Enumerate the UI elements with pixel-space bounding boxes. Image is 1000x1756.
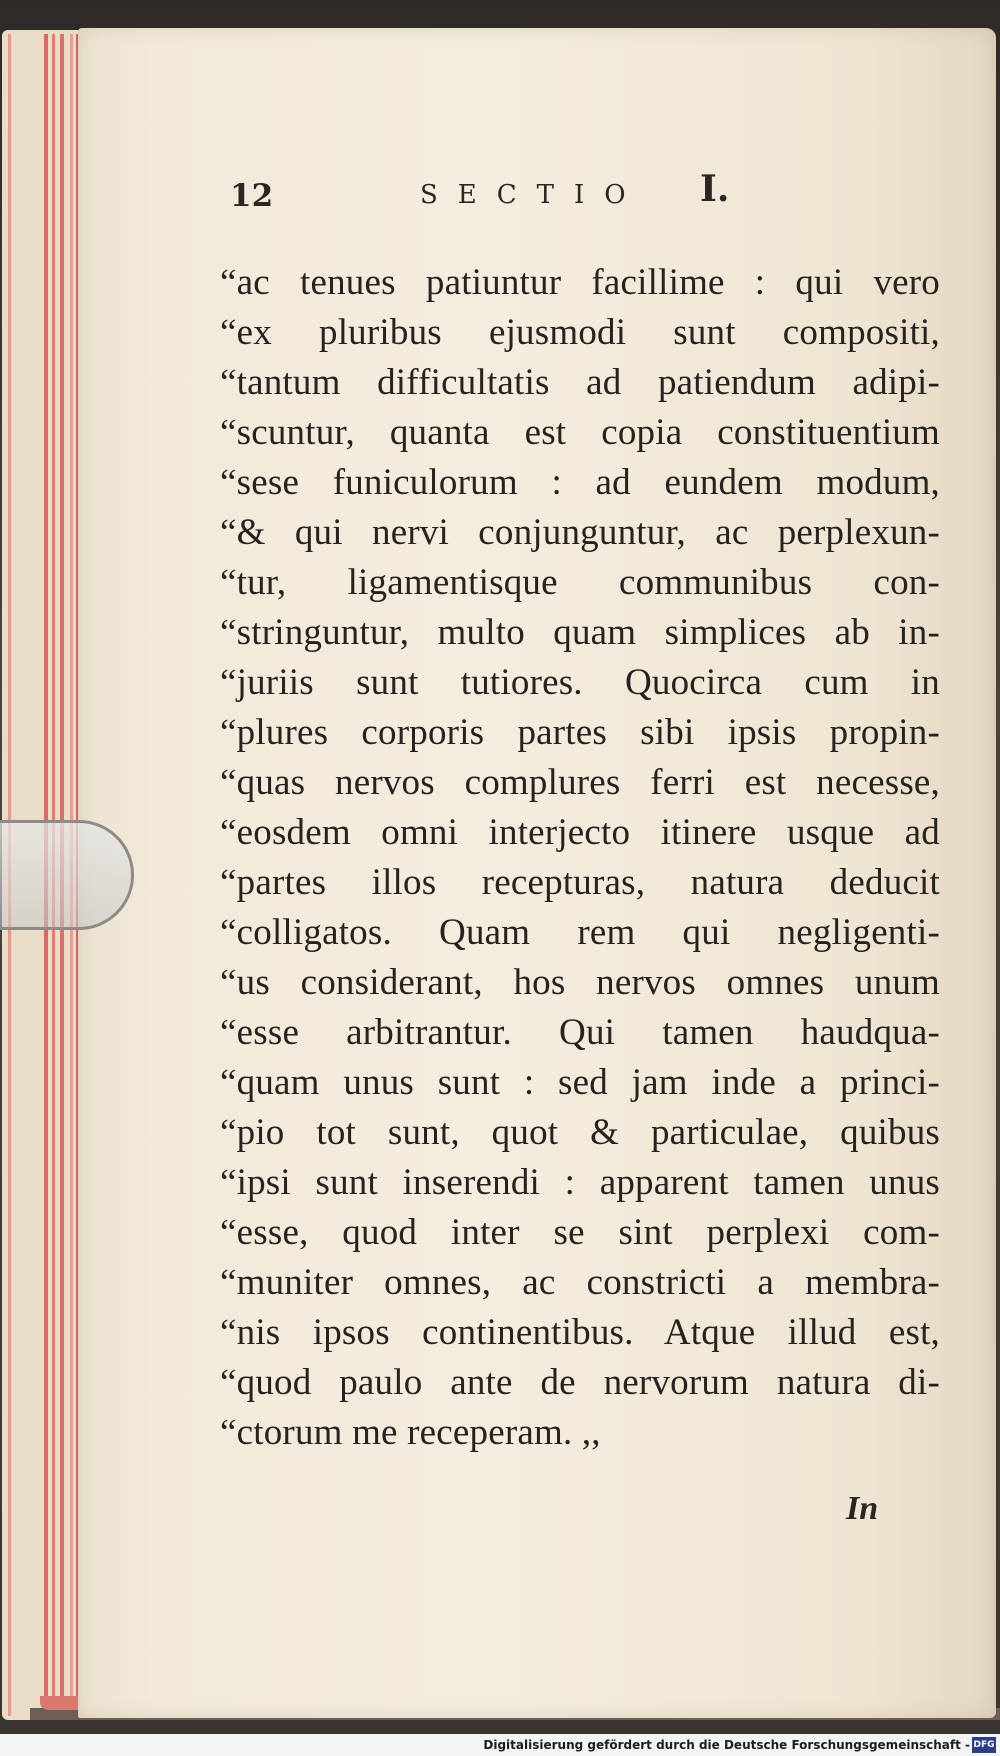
text-line: “tur, ligamentisque communibus con- bbox=[220, 562, 940, 603]
text-line: “plures corporis partes sibi ipsis propin- bbox=[220, 712, 940, 753]
section-title: SECTIO bbox=[420, 180, 646, 210]
page-number: 12 bbox=[230, 178, 274, 214]
catchword: In bbox=[846, 1490, 879, 1527]
dfg-logo-badge: DFG bbox=[972, 1737, 996, 1753]
page-clip bbox=[0, 820, 134, 930]
text-line: “& qui nervi conjunguntur, ac perplexun- bbox=[220, 512, 940, 553]
text-line: “ctorum me receperam. ,, bbox=[220, 1412, 601, 1453]
text-line: “muniter omnes, ac constricti a membra- bbox=[220, 1262, 940, 1303]
digitization-credit: Digitalisierung gefördert durch die Deutsche Forschungsgemeinschaft - bbox=[483, 1738, 970, 1752]
text-line: “partes illos recepturas, natura deducit bbox=[220, 862, 940, 903]
section-number: I. bbox=[700, 168, 730, 210]
body-text bbox=[220, 258, 940, 1458]
text-line: “ipsi sunt inserendi : apparent tamen unus bbox=[220, 1162, 940, 1203]
text-line: “quod paulo ante de nervorum natura di- bbox=[220, 1362, 940, 1403]
text-line: “nis ipsos continentibus. Atque illud est, bbox=[220, 1312, 940, 1353]
text-line: “colligatos. Quam rem qui negligenti- bbox=[220, 912, 940, 953]
text-line: “stringuntur, multo quam simplices ab in- bbox=[220, 612, 940, 653]
text-line: “juriis sunt tutiores. Quocirca cum in bbox=[220, 662, 940, 703]
text-line: “quas nervos complures ferri est necesse, bbox=[220, 762, 940, 803]
text-line: “sese funiculorum : ad eundem modum, bbox=[220, 462, 940, 503]
text-line: “scuntur, quanta est copia constituentium bbox=[220, 412, 940, 453]
text-line: “eosdem omni interjecto itinere usque ad bbox=[220, 812, 940, 853]
text-line: “ex pluribus ejusmodi sunt compositi, bbox=[220, 312, 940, 353]
text-line: “esse, quod inter se sint perplexi com- bbox=[220, 1212, 940, 1253]
text-line: “pio tot sunt, quot & particulae, quibus bbox=[220, 1112, 940, 1153]
text-line: “tantum difficultatis ad patiendum adipi- bbox=[220, 362, 940, 403]
text-line: “ac tenues patiuntur facillime : qui vero bbox=[220, 262, 940, 303]
text-line: “quam unus sunt : sed jam inde a princi- bbox=[220, 1062, 940, 1103]
text-line: “esse arbitrantur. Qui tamen haudqua- bbox=[220, 1012, 940, 1053]
text-line: “us considerant, hos nervos omnes unum bbox=[220, 962, 940, 1003]
